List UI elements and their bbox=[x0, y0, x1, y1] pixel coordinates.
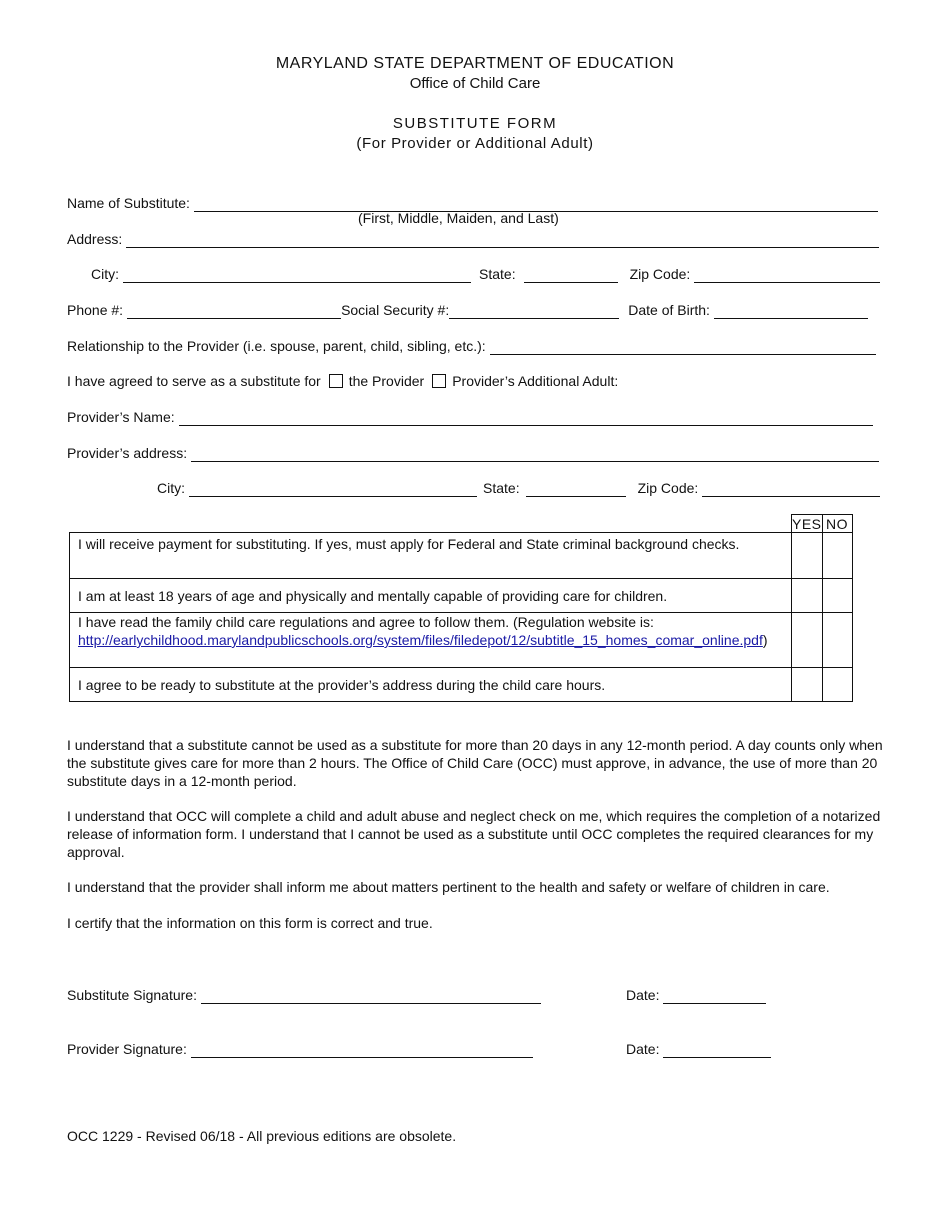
provider-signature-label: Provider Signature: bbox=[67, 1041, 187, 1057]
address-field[interactable] bbox=[126, 230, 879, 248]
provider-city-label: City: bbox=[157, 480, 185, 496]
provider-name-label: Provider’s Name: bbox=[67, 409, 175, 425]
zip-field[interactable] bbox=[694, 265, 880, 283]
form-title: SUBSTITUTE FORM bbox=[392, 115, 558, 132]
city-row bbox=[91, 263, 880, 283]
provider-checkbox[interactable] bbox=[329, 374, 343, 388]
provider-address-row bbox=[67, 442, 879, 462]
zip-label: Zip Code: bbox=[629, 266, 691, 282]
provider-signature-field[interactable] bbox=[191, 1040, 533, 1058]
address-row bbox=[67, 228, 879, 248]
ssn-field[interactable] bbox=[449, 301, 619, 319]
name-label: Name of Substitute: bbox=[67, 195, 190, 211]
state-field[interactable] bbox=[524, 265, 618, 283]
yes-no-table bbox=[69, 514, 853, 702]
department-title: MARYLAND STATE DEPARTMENT OF EDUCATION bbox=[275, 55, 675, 72]
table-header-blank bbox=[70, 515, 792, 533]
substitute-date-field[interactable] bbox=[663, 986, 766, 1004]
relationship-field[interactable] bbox=[490, 337, 876, 355]
statement-ready: I agree to be ready to substitute at the provider’s address during the child care hours. bbox=[70, 668, 792, 702]
provider-date-field[interactable] bbox=[663, 1040, 771, 1058]
relationship-row bbox=[67, 335, 876, 355]
provider-city-row bbox=[157, 477, 880, 497]
age-yes-cell[interactable] bbox=[792, 579, 823, 613]
substitute-signature-field[interactable] bbox=[201, 986, 541, 1004]
statement-payment: I will receive payment for substituting. If yes, must apply for Federal and State criminal background checks. bbox=[70, 533, 792, 579]
name-row bbox=[67, 192, 878, 212]
paragraph-substitute-limit: I understand that a substitute cannot be used as a substitute for more than 20 days in any 12-month period. A day counts only when the substitute gives care for more than 2 hours. The Office of Child Care (OCC) must approve, in advance, the use of more than 20 substitute days in a 12-month period. bbox=[67, 737, 883, 789]
table-row bbox=[70, 579, 853, 613]
provider-name-field[interactable] bbox=[179, 408, 873, 426]
phone-field[interactable] bbox=[127, 301, 341, 319]
city-label: City: bbox=[91, 266, 119, 282]
state-label: State: bbox=[479, 266, 516, 282]
ready-yes-cell[interactable] bbox=[792, 668, 823, 702]
provider-date-row bbox=[626, 1038, 771, 1058]
dob-field[interactable] bbox=[714, 301, 868, 319]
city-field[interactable] bbox=[123, 265, 471, 283]
regulation-website-link[interactable]: http://earlychildhood.marylandpublicschools.org/system/files/filedepot/12/subtitle_15_homes_comar_online.pdf bbox=[78, 632, 763, 648]
additional-adult-checkbox[interactable] bbox=[432, 374, 446, 388]
provider-address-field[interactable] bbox=[191, 444, 879, 462]
substitute-date-label: Date: bbox=[626, 987, 660, 1003]
form-footer: OCC 1229 - Revised 06/18 - All previous editions are obsolete. bbox=[67, 1128, 457, 1144]
additional-adult-option-label: Provider’s Additional Adult: bbox=[452, 373, 619, 389]
provider-zip-field[interactable] bbox=[702, 479, 880, 497]
office-title: Office of Child Care bbox=[409, 75, 541, 92]
name-hint: (First, Middle, Maiden, and Last) bbox=[358, 210, 559, 226]
provider-state-label: State: bbox=[483, 480, 520, 496]
phone-label: Phone #: bbox=[67, 302, 124, 318]
provider-address-label: Provider’s address: bbox=[67, 445, 188, 461]
ssn-label: Social Security #: bbox=[341, 302, 450, 318]
payment-yes-cell[interactable] bbox=[792, 533, 823, 579]
table-header-row bbox=[70, 515, 853, 533]
provider-zip-label: Zip Code: bbox=[637, 480, 699, 496]
table-row bbox=[70, 533, 853, 579]
payment-no-cell[interactable] bbox=[822, 533, 852, 579]
provider-name-row bbox=[67, 406, 873, 426]
regulations-text: I have read the family child care regulations and agree to follow them. (Regulation website is: bbox=[78, 614, 654, 630]
statement-regulations bbox=[70, 613, 792, 668]
paragraph-certify: I certify that the information on this form is correct and true. bbox=[67, 915, 433, 931]
paragraph-abuse-check: I understand that OCC will complete a child and adult abuse and neglect check on me, which requires the completion of a notarized release of information form. I understand that I cannot be used as a substitute until OCC completes the required clearances for my approval. bbox=[67, 808, 881, 860]
form-subtitle: (For Provider or Additional Adult) bbox=[356, 135, 594, 152]
provider-state-field[interactable] bbox=[526, 479, 626, 497]
no-header: NO bbox=[822, 515, 852, 533]
table-row bbox=[70, 613, 853, 668]
dob-label: Date of Birth: bbox=[628, 302, 710, 318]
agree-label: I have agreed to serve as a substitute for bbox=[67, 373, 321, 389]
ready-no-cell[interactable] bbox=[822, 668, 852, 702]
provider-option-label: the Provider bbox=[348, 373, 425, 389]
provider-signature-row bbox=[67, 1038, 533, 1058]
yes-header: YES bbox=[792, 515, 822, 532]
phone-row bbox=[67, 299, 868, 319]
address-label: Address: bbox=[67, 231, 123, 247]
regulations-suffix: ) bbox=[762, 632, 768, 648]
regulations-yes-cell[interactable] bbox=[792, 613, 823, 668]
provider-city-field[interactable] bbox=[189, 479, 477, 497]
substitute-signature-label: Substitute Signature: bbox=[67, 987, 197, 1003]
agree-row bbox=[67, 370, 618, 390]
provider-date-label: Date: bbox=[626, 1041, 660, 1057]
statement-age: I am at least 18 years of age and physically and mentally capable of providing care for children. bbox=[70, 579, 792, 613]
paragraph-provider-inform: I understand that the provider shall inform me about matters pertinent to the health and safety or welfare of children in care. bbox=[67, 879, 830, 895]
substitute-signature-row bbox=[67, 984, 541, 1004]
age-no-cell[interactable] bbox=[822, 579, 852, 613]
relationship-label: Relationship to the Provider (i.e. spouse, parent, child, sibling, etc.): bbox=[67, 338, 486, 354]
table-row bbox=[70, 668, 853, 702]
regulations-no-cell[interactable] bbox=[822, 613, 852, 668]
substitute-date-row bbox=[626, 984, 766, 1004]
